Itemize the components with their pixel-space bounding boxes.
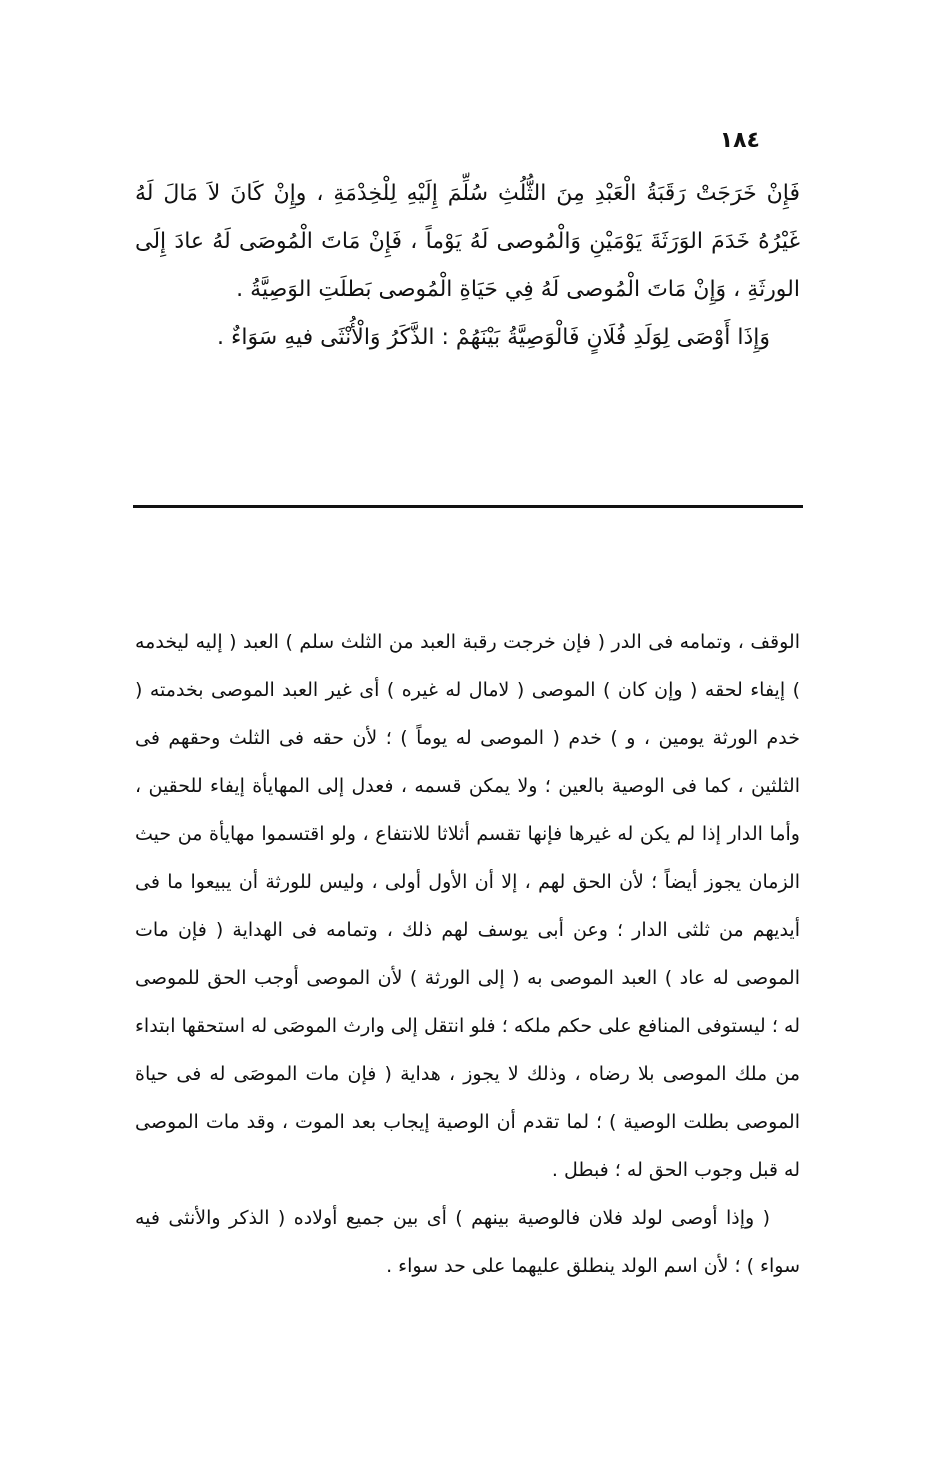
main-text-paragraph: وَإِذَا أَوْصَى لِوَلَدِ فُلَانٍ فَالْوَصِيَّةُ بَيْنَهُمْ : الذَّكَرُ وَالْأُنْثَى فيهِ سَوَاءٌ . [217, 325, 770, 350]
main-text-paragraph: فَإِنْ خَرَجَتْ رَقَبَةُ الْعَبْدِ مِنَ الثُّلُثِ سُلِّمَ إِلَيْهِ لِلْخِدْمَةِ ، وإِنْ كَانَ لاَ مَالَ لَهُ غَيْرُهُ خَدَمَ الوَرَثَةَ يَوْمَيْنِ وَالْمُوصى لَهُ يَوْماً ، فَإِنْ مَاتَ الْمُوصَى لَهُ عادَ إِلَى الورثَةِ ، وَإِنْ مَاتَ الْمُوصى لَهُ فِي حَيَاةِ الْمُوصى بَطلَتِ الوَصِيَّةُ . [135, 181, 800, 302]
commentary-block [135, 618, 800, 1290]
page-number: ١٨٤ [719, 128, 760, 153]
commentary-paragraph: الوقف ، وتمامه فى الدر ( فإن خرجت رقبة العبد من الثلث سلم ) العبد ( إليه ليخدمه ) إيفاء لحقه ( وإن كان ) الموصى ( لامال له غيره ) أى غير العبد الموصى بخدمته ( خدم الورثة يومين ، و ) خدم ( الموصى له يوماً ) ؛ لأن حقه فى الثلث وحقهم فى الثلثين ، كما فى الوصية بالعين ؛ ولا يمكن قسمه ، فعدل إلى المهايأة إيفاء للحقين ، وأما الدار إذا لم يكن له غيرها فإنها تقسم أثلاثا للانتفاع ، ولو اقتسموا مهايأة من حيث الزمان يجوز أيضاً ؛ لأن الحق لهم ، إلا أن الأول أولى ، وليس للورثة أن يبيعوا ما فى أيديهم من ثلثى الدار ؛ وعن أبى يوسف لهم ذلك ، وتمامه فى الهداية ( فإن مات الموصى له عاد ) العبد الموصى به ( إلى الورثة ) لأن الموصى أوجب الحق للموصى له ؛ ليستوفى المنافع على حكم ملكه ؛ فلو انتقل إلى وارث الموصَى له استحقها ابتداء من ملك الموصى بلا رضاه ، وذلك لا يجوز ، هداية ( فإن مات الموصَى له فى حياة الموصى بطلت الوصية ) ؛ لما تقدم أن الوصية إيجاب بعد الموت ، وقد مات الموصى له قبل وجوب الحق له ؛ فبطل . [135, 631, 800, 1181]
main-text-block [135, 170, 800, 362]
commentary-paragraph: ( وإذا أوصى لولد فلان فالوصية بينهم ) أى بين جميع أولاده ( الذكر والأنثى فيه سواء ) ؛ لأن اسم الولد ينطلق عليهما على حد سواء . [135, 1207, 800, 1277]
section-divider [133, 505, 803, 508]
